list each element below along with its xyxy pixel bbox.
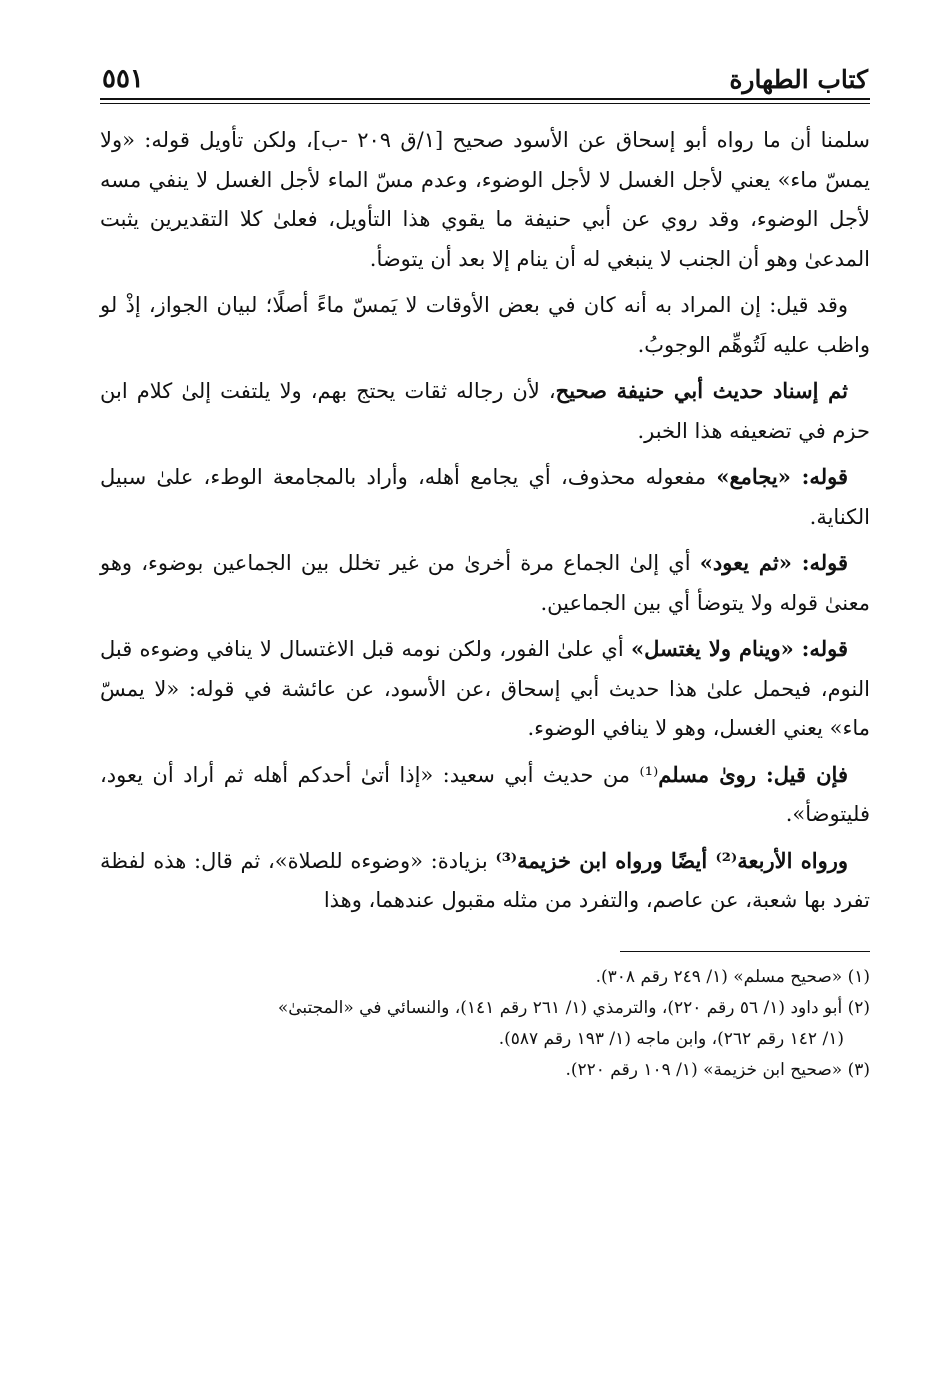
book-page [100, 52, 870, 1086]
paragraph [100, 755, 870, 835]
paragraph-lead: ثم إسناد حديث أبي حنيفة صحيح [555, 378, 848, 403]
paragraph-lead: ورواه الأربعة⁽²⁾ أيضًا ورواه ابن خزيمة⁽³⁾ [495, 847, 849, 873]
paragraph [100, 457, 870, 537]
paragraph-text: وقد قيل: إن المراد به أنه كان في بعض الأوقات لا يَمسّ ماءً أصلًا؛ لبيان الجواز، إذْ لو واظب عليه لَتُوهِّم الوجوبُ. [100, 293, 870, 357]
paragraph-lead: قوله: «ثم يعود» [699, 550, 848, 575]
paragraph [100, 629, 870, 749]
paragraph-text: أي علىٰ الفور، ولكن نومه قبل الاغتسال لا ينافي وضوءه قبل النوم، فيحمل علىٰ هذا حديث أبي إسحاق ،عن الأسود، عن عائشة في قوله: «لا يمسّ ماء» يعني الغسل، وهو لا ينافي الوضوء. [100, 637, 870, 740]
paragraph-text: مفعوله محذوف، أي يجامع أهله، وأراد بالمجامعة الوطء، علىٰ سبيل الكناية. [100, 465, 870, 529]
footnote-rule [620, 951, 870, 952]
footnote: (٣) «صحيح ابن خزيمة» (١/ ١٠٩ رقم ٢٢٠). [565, 1059, 870, 1080]
paragraph [100, 543, 870, 623]
page-header [100, 52, 870, 92]
paragraph [100, 841, 870, 921]
paragraph-text: أي إلىٰ الجماع مرة أخرىٰ من غير تخلل بين الجماعين بوضوء، وهو معنىٰ قوله ولا يتوضأ أي بين الجماعين. [100, 551, 870, 615]
footnotes [100, 962, 870, 1086]
book-title: كتاب الطهارة [729, 65, 868, 94]
paragraph [100, 371, 870, 451]
paragraph [100, 120, 870, 279]
page-number: ٥٥١ [102, 64, 144, 94]
paragraph-text: ، لأن رجاله ثقات يحتج بهم، ولا يلتفت إلىٰ كلام ابن حزم في تضعيفه هذا الخبر. [100, 379, 870, 443]
body-text [100, 120, 870, 921]
header-rule [100, 98, 870, 104]
footnote: (٢) أبو داود (١/ ٥٦ رقم ٢٢٠)، والترمذي (١/ ٢٦١ رقم ١٤١)، والنسائي في «المجتبىٰ» [277, 997, 870, 1018]
paragraph-lead: قوله: «يجامع» [716, 464, 848, 489]
paragraph-lead: قوله: «وينام ولا يغتسل» [630, 636, 848, 661]
paragraph [100, 285, 870, 365]
paragraph-text: سلمنا أن ما رواه أبو إسحاق عن الأسود صحيح [١/ق ٢٠٩ -ب]، ولكن تأويل قوله: «ولا يمسّ ماء» يعني لأجل الغسل لا لأجل الوضوء، وعدم مسّ الماء لأجل الغسل لا ينفي مسه لأجل الوضوء، وقد روي عن أبي حنيفة ما يقوي هذا التأويل، فعلىٰ كلا التقديرين يثبت المدعىٰ وهو أن الجنب لا ينبغي له أن ينام إلا بعد أن يتوضأ. [100, 128, 871, 271]
footnote: (١) «صحيح مسلم» (١/ ٢٤٩ رقم ٣٠٨). [595, 966, 870, 987]
paragraph-text: ⁽¹⁾ من حديث أبي سعيد: «إذا أتىٰ أحدكم أهله ثم أراد أن يعود، فليتوضأ». [100, 762, 870, 826]
paragraph-text: بزيادة: «وضوءه للصلاة»، ثم قال: هذه لفظة تفرد بها شعبة، عن عاصم، والتفرد من مثله مقبول عندهما، وهذا [100, 848, 870, 912]
footnote-continuation: (١/ ١٤٢ رقم ٢٦٢)، وابن ماجه (١/ ١٩٣ رقم ٥٨٧). [498, 1028, 844, 1049]
paragraph-lead: فإن قيل: روىٰ مسلم [658, 761, 848, 787]
